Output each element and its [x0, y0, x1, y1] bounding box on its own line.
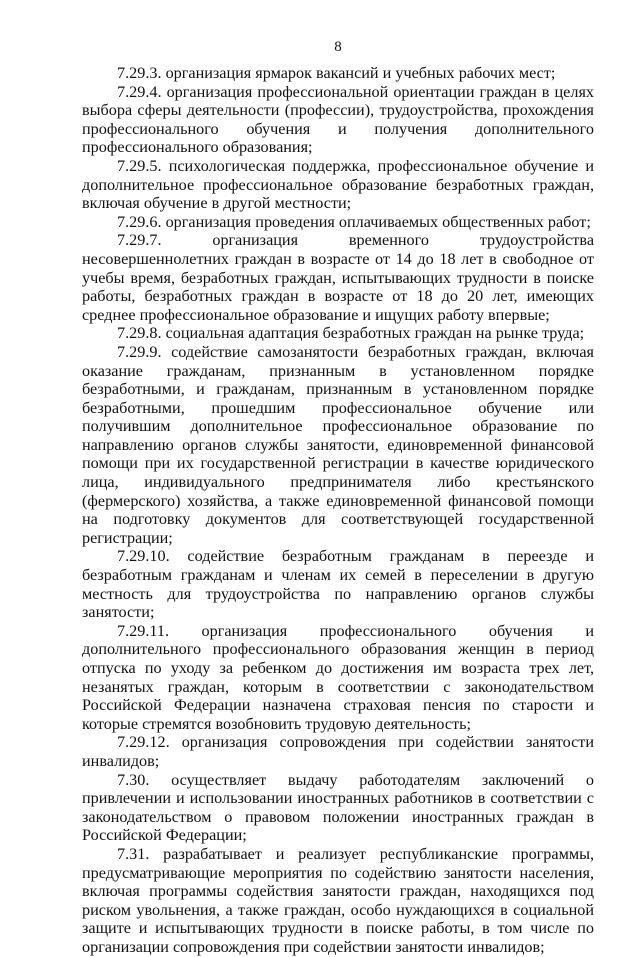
page-number: 8: [334, 39, 342, 55]
paragraph-7-29-7: 7.29.7. организация временного трудоустройства несовершеннолетних граждан в возрасте от 14 до 18 лет в свободное от учебы время, безработных граждан, испытывающих трудности в поиске работы, безработных граждан в возрасте от 18 до 20 лет, имеющих среднее профессиональное образование и ищущих работу впервые;: [82, 231, 594, 324]
paragraph-7-29-11: 7.29.11. организация профессионального обучения и дополнительного профессионального образования женщин в период отпуска по уходу за ребенком до достижения им возраста трех лет, незанятых граждан, которым в соответствии с законодательством Российской Федерации назначена страховая пенсия по старости и которые стремятся возобновить трудовую деятельность;: [82, 621, 594, 733]
paragraph-7-29-5: 7.29.5. психологическая поддержка, профессиональное обучение и дополнительное профессиональное образование безработных граждан, включая обучение в другой местности;: [82, 156, 594, 213]
paragraph-7-30: 7.30. осуществляет выдачу работодателям заключений о привлечении и использовании иностранных работников в соответствии с законодательством о правовом положении иностранных граждан в Российской Федерации;: [82, 770, 594, 845]
paragraph-7-29-9: 7.29.9. содействие самозанятости безработных граждан, включая оказание гражданам, признанным в установленном порядке безработными, и гражданам, признанным в установленном порядке безработными, прошедшим профессиональное обучение или получившим дополнительное профессиональное образование по направлению органов службы занятости, единовременной финансовой помощи при их государственной регистрации в качестве юридического лица, индивидуального предпринимателя либо крестьянского (фермерского) хозяйства, а также единовременной финансовой помощи на подготовку документов для соответствующей государственной регистрации;: [82, 342, 594, 547]
paragraph-7-29-10: 7.29.10. содействие безработным гражданам в переезде и безработным гражданам и членам их семей в переселении в другую местность для трудоустройства по направлению органов службы занятости;: [82, 547, 594, 622]
paragraph-7-29-12: 7.29.12. организация сопровождения при содействии занятости инвалидов;: [82, 733, 594, 770]
paragraph-7-29-8: 7.29.8. социальная адаптация безработных граждан на рынке труда;: [117, 324, 585, 343]
paragraph-7-29-4: 7.29.4. организация профессиональной ориентации граждан в целях выбора сферы деятельности (профессии), трудоустройства, прохождения профессионального обучения и получения дополнительного профессионального образования;: [82, 82, 594, 157]
paragraph-7-31: 7.31. разрабатывает и реализует республиканские программы, предусматривающие мероприятия по содействию занятости населения, включая программы содействия занятости граждан, находящихся под риском увольнения, а также граждан, особо нуждающихся в социальной защите и испытывающих трудности в поиске работы, в том числе по организации сопровождения при содействии занятости инвалидов;: [82, 844, 594, 956]
paragraph-7-29-6: 7.29.6. организация проведения оплачиваемых общественных работ;: [117, 212, 591, 231]
document-page: [82, 38, 594, 957]
paragraph-7-29-3: 7.29.3. организация ярмарок вакансий и учебных рабочих мест;: [117, 64, 556, 82]
